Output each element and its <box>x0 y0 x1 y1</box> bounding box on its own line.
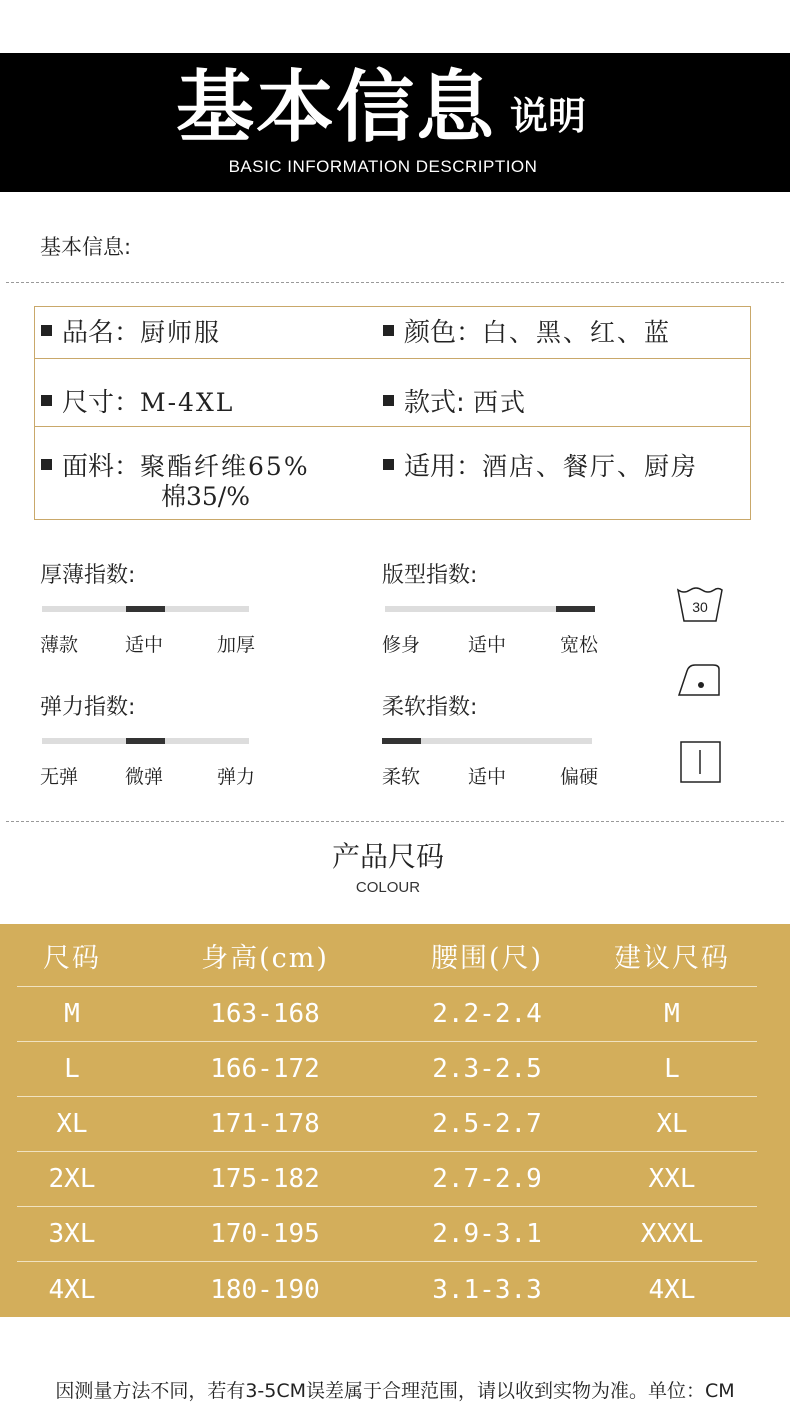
fit-label-loose: 宽松 <box>560 634 599 656</box>
cell-height: 175-182 <box>210 1164 320 1194</box>
size-table-header <box>17 924 757 987</box>
cell-size: L <box>64 1054 80 1084</box>
cell-height: 171-178 <box>210 1109 320 1139</box>
bullet-square-icon <box>383 459 394 470</box>
softness-index-marker <box>382 738 421 744</box>
divider <box>6 821 784 822</box>
thickness-label-thin: 薄款 <box>40 634 79 656</box>
cell-size: XL <box>56 1109 88 1139</box>
cell-height: 180-190 <box>210 1274 320 1305</box>
elastic-index-title: 弹力指数: <box>40 695 136 720</box>
usage-field: 适用：酒店、餐厅、厨房 <box>383 451 698 483</box>
fit-index-title: 版型指数: <box>382 563 478 588</box>
banner-title: 基本信息 <box>176 63 497 153</box>
cell-waist: 3.1-3.3 <box>432 1274 542 1305</box>
softness-label-soft: 柔软 <box>382 766 421 788</box>
banner-english: BASIC INFORMATION DESCRIPTION <box>228 157 538 176</box>
cell-recommended: XL <box>656 1109 688 1139</box>
table-row <box>17 1097 757 1152</box>
cell-size: 3XL <box>48 1219 96 1249</box>
thickness-index-bar <box>42 606 249 612</box>
cell-waist: 2.9-3.1 <box>432 1219 542 1249</box>
softness-index-bar <box>382 738 592 744</box>
fit-label-slim: 修身 <box>382 634 421 656</box>
cell-recommended: 4XL <box>648 1274 696 1305</box>
fit-label-regular: 适中 <box>468 634 507 656</box>
iron-icon <box>677 663 721 697</box>
softness-index-title: 柔软指数: <box>382 695 478 720</box>
elastic-index-marker <box>126 738 165 744</box>
header-recommended: 建议尺码 <box>614 942 730 974</box>
cell-waist: 2.7-2.9 <box>432 1164 542 1194</box>
elastic-label-high: 弹力 <box>217 766 256 788</box>
fit-index-marker <box>556 606 595 612</box>
thickness-index-marker <box>126 606 165 612</box>
cell-waist: 2.5-2.7 <box>432 1109 542 1139</box>
hang-dry-icon <box>680 741 721 783</box>
wash-30-icon <box>676 586 724 624</box>
table-row <box>17 1262 757 1317</box>
fabric-field: 面料：聚酯纤维65% 棉35/% <box>41 451 310 483</box>
wash-temp-text: 30 <box>692 599 708 615</box>
table-row <box>17 987 757 1042</box>
fit-index-bar <box>385 606 595 612</box>
elastic-label-none: 无弹 <box>40 766 79 788</box>
cell-recommended: L <box>664 1054 680 1084</box>
header-height: 身高(cm) <box>201 942 329 974</box>
bullet-square-icon <box>383 395 394 406</box>
softness-label-medium: 适中 <box>468 766 507 788</box>
style-field: 款式: 西式 <box>383 387 527 419</box>
color-field: 颜色：白、黑、红、蓝 <box>383 317 671 349</box>
cell-size: M <box>64 999 80 1029</box>
softness-label-hard: 偏硬 <box>560 766 599 788</box>
elastic-label-slight: 微弹 <box>125 766 164 788</box>
header-banner <box>0 53 790 192</box>
table-row <box>17 1042 757 1097</box>
cell-height: 166-172 <box>210 1054 320 1084</box>
bullet-square-icon <box>41 459 52 470</box>
cell-recommended: M <box>664 999 680 1029</box>
divider <box>6 282 784 283</box>
size-range-field: 尺寸：M-4XL <box>41 387 234 419</box>
measurement-footnote: 因测量方法不同，若有3-5CM误差属于合理范围，请以收到实物为准。单位：CM <box>55 1380 735 1402</box>
cell-height: 170-195 <box>210 1219 320 1249</box>
bullet-square-icon <box>383 325 394 336</box>
basic-info-label: 基本信息: <box>40 235 132 259</box>
cell-size: 4XL <box>48 1274 96 1305</box>
size-section-title: 产品尺码 <box>331 840 444 873</box>
size-table <box>0 924 790 1317</box>
size-section-subtitle: COLOUR <box>355 879 421 896</box>
thickness-label-thick: 加厚 <box>217 634 256 656</box>
info-row <box>35 307 750 359</box>
cell-waist: 2.3-2.5 <box>432 1054 542 1084</box>
elastic-index-bar <box>42 738 249 744</box>
table-row <box>17 1152 757 1207</box>
header-size: 尺码 <box>43 942 101 974</box>
header-waist: 腰围(尺) <box>430 942 544 974</box>
bullet-square-icon <box>41 325 52 336</box>
thickness-index-title: 厚薄指数: <box>40 563 136 588</box>
product-name-field: 品名：厨师服 <box>41 317 221 349</box>
cell-size: 2XL <box>48 1164 96 1194</box>
thickness-label-medium: 适中 <box>125 634 164 656</box>
banner-subtitle: 说明 <box>510 94 587 138</box>
cell-recommended: XXL <box>648 1164 696 1194</box>
cell-recommended: XXXL <box>640 1219 704 1249</box>
table-row <box>17 1207 757 1262</box>
cell-waist: 2.2-2.4 <box>432 999 542 1029</box>
bullet-square-icon <box>41 395 52 406</box>
info-table <box>34 306 751 520</box>
cell-height: 163-168 <box>210 999 320 1029</box>
